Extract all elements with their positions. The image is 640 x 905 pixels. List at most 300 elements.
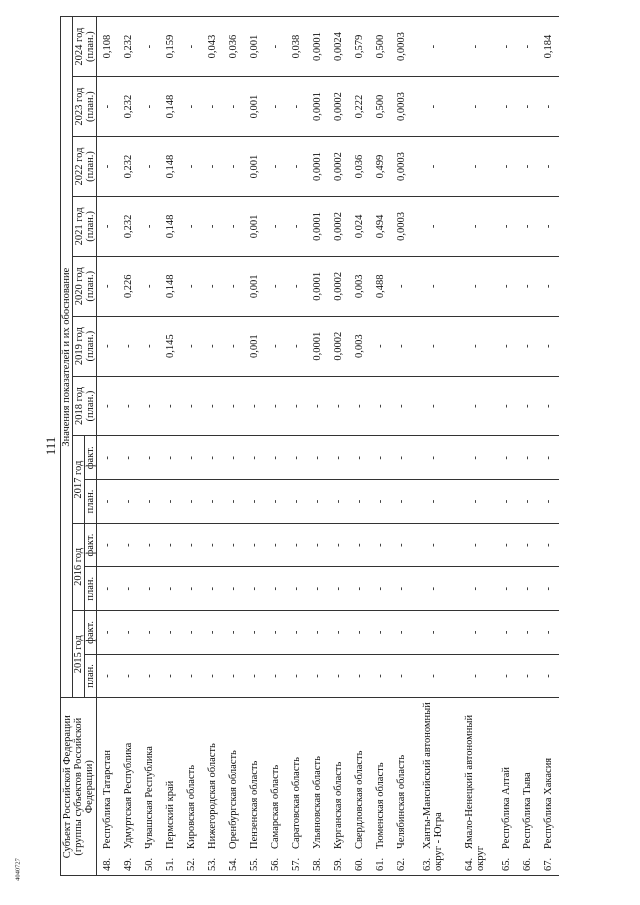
value-cell: 0,232 bbox=[118, 17, 139, 77]
value-cell: - bbox=[496, 77, 517, 137]
value-cell: 0,001 bbox=[244, 137, 265, 197]
value-cell: 0,232 bbox=[118, 196, 139, 256]
subject-name-cell bbox=[202, 698, 223, 876]
value-cell: - bbox=[328, 611, 349, 655]
fact-header: факт. bbox=[85, 611, 97, 655]
value-cell: - bbox=[454, 196, 496, 256]
value-cell: - bbox=[538, 654, 559, 698]
value-cell: 0,0002 bbox=[328, 137, 349, 197]
value-cell: - bbox=[160, 480, 181, 524]
value-cell: - bbox=[496, 567, 517, 611]
value-cell: - bbox=[202, 196, 223, 256]
value-cell: - bbox=[307, 654, 328, 698]
value-cell: - bbox=[454, 137, 496, 197]
value-cell: - bbox=[97, 654, 119, 698]
value-cell: - bbox=[223, 567, 244, 611]
value-cell: - bbox=[370, 523, 391, 567]
value-cell: - bbox=[118, 654, 139, 698]
subject-name: Тюменская область bbox=[375, 762, 387, 849]
value-cell: - bbox=[223, 256, 244, 316]
value-cell: - bbox=[97, 376, 119, 436]
value-cell: - bbox=[160, 567, 181, 611]
value-cell: - bbox=[370, 611, 391, 655]
value-cell: - bbox=[139, 196, 160, 256]
value-cell: - bbox=[370, 480, 391, 524]
value-cell: - bbox=[391, 376, 412, 436]
value-cell: - bbox=[517, 316, 538, 376]
value-cell: 0,488 bbox=[370, 256, 391, 316]
fact-header: факт. bbox=[85, 523, 97, 567]
value-cell: - bbox=[538, 376, 559, 436]
value-cell: - bbox=[412, 256, 454, 316]
row-number: 51. bbox=[165, 857, 177, 871]
value-cell: - bbox=[286, 480, 307, 524]
value-cell: - bbox=[349, 567, 370, 611]
value-cell: - bbox=[97, 523, 119, 567]
value-cell: 0,159 bbox=[160, 17, 181, 77]
value-cell: - bbox=[412, 376, 454, 436]
value-cell: - bbox=[538, 436, 559, 480]
value-cell: - bbox=[412, 567, 454, 611]
value-cell: - bbox=[181, 256, 202, 316]
value-cell: - bbox=[538, 480, 559, 524]
value-cell: 0,148 bbox=[160, 137, 181, 197]
value-cell: - bbox=[286, 654, 307, 698]
row-number: 58. bbox=[312, 857, 324, 871]
value-cell: - bbox=[391, 256, 412, 316]
value-cell: 0,0003 bbox=[391, 77, 412, 137]
value-cell: - bbox=[412, 523, 454, 567]
value-cell: - bbox=[307, 436, 328, 480]
table-row bbox=[517, 17, 538, 876]
value-cell: 0,148 bbox=[160, 196, 181, 256]
value-cell: - bbox=[97, 137, 119, 197]
value-cell: - bbox=[265, 480, 286, 524]
value-cell: - bbox=[202, 316, 223, 376]
value-cell: - bbox=[265, 137, 286, 197]
value-cell: - bbox=[118, 611, 139, 655]
value-cell: - bbox=[454, 256, 496, 316]
value-cell: - bbox=[265, 523, 286, 567]
value-cell: - bbox=[370, 567, 391, 611]
value-cell: - bbox=[97, 77, 119, 137]
value-cell: - bbox=[538, 196, 559, 256]
year-header-2022: 2022 год (план.) bbox=[73, 137, 97, 197]
value-cell: - bbox=[286, 137, 307, 197]
value-cell: - bbox=[202, 523, 223, 567]
value-cell: - bbox=[496, 480, 517, 524]
value-cell: - bbox=[202, 436, 223, 480]
value-cell: - bbox=[139, 376, 160, 436]
value-cell: - bbox=[538, 523, 559, 567]
value-cell: - bbox=[223, 196, 244, 256]
value-cell: - bbox=[244, 654, 265, 698]
value-cell: 0,0002 bbox=[328, 77, 349, 137]
value-cell: - bbox=[223, 77, 244, 137]
value-cell: 0,0003 bbox=[391, 196, 412, 256]
value-cell: 0,0002 bbox=[328, 256, 349, 316]
value-cell: - bbox=[454, 17, 496, 77]
table-row bbox=[307, 17, 328, 876]
value-cell: - bbox=[454, 480, 496, 524]
value-cell: - bbox=[307, 611, 328, 655]
subject-name-cell bbox=[538, 698, 559, 876]
value-cell: 0,0001 bbox=[307, 196, 328, 256]
value-cell: - bbox=[202, 376, 223, 436]
value-cell: - bbox=[496, 436, 517, 480]
subject-name: Республика Татарстан bbox=[102, 749, 114, 849]
value-cell: 0,0001 bbox=[307, 316, 328, 376]
value-cell: - bbox=[454, 436, 496, 480]
value-cell: - bbox=[307, 376, 328, 436]
row-number: 59. bbox=[333, 857, 345, 871]
value-cell: - bbox=[181, 523, 202, 567]
value-cell: - bbox=[286, 611, 307, 655]
subject-name: Челябинская область bbox=[396, 754, 408, 849]
subject-name-cell bbox=[223, 698, 244, 876]
value-cell: - bbox=[265, 316, 286, 376]
value-cell: - bbox=[181, 567, 202, 611]
row-number: 61. bbox=[375, 857, 387, 871]
value-cell: - bbox=[328, 436, 349, 480]
value-cell: - bbox=[517, 376, 538, 436]
value-cell: - bbox=[328, 480, 349, 524]
value-cell: - bbox=[265, 654, 286, 698]
row-number: 67. bbox=[543, 857, 555, 871]
value-cell: - bbox=[454, 316, 496, 376]
subject-name: Ханты-Мансийский автономный округ - Югра bbox=[422, 702, 445, 871]
value-cell: - bbox=[139, 256, 160, 316]
value-cell: 0,038 bbox=[286, 17, 307, 77]
value-cell: 0,222 bbox=[349, 77, 370, 137]
value-cell: - bbox=[454, 77, 496, 137]
value-cell: - bbox=[517, 567, 538, 611]
subject-name: Ульяновская область bbox=[312, 756, 324, 849]
value-cell: - bbox=[391, 436, 412, 480]
subject-name-cell bbox=[307, 698, 328, 876]
value-cell: - bbox=[139, 316, 160, 376]
value-cell: - bbox=[181, 611, 202, 655]
table-row bbox=[223, 17, 244, 876]
value-cell: - bbox=[412, 17, 454, 77]
year-header-2023: 2023 год (план.) bbox=[73, 77, 97, 137]
value-cell: - bbox=[181, 436, 202, 480]
value-cell: - bbox=[412, 654, 454, 698]
subject-name-cell bbox=[160, 698, 181, 876]
value-cell: - bbox=[496, 196, 517, 256]
value-cell: - bbox=[244, 436, 265, 480]
value-cell: - bbox=[223, 376, 244, 436]
value-cell: - bbox=[160, 611, 181, 655]
value-cell: - bbox=[496, 654, 517, 698]
value-cell: - bbox=[454, 376, 496, 436]
value-cell: - bbox=[139, 137, 160, 197]
value-cell: - bbox=[223, 654, 244, 698]
value-cell: - bbox=[412, 77, 454, 137]
value-cell: - bbox=[349, 436, 370, 480]
subject-name: Республика Алтай bbox=[501, 766, 513, 849]
value-cell: - bbox=[496, 316, 517, 376]
value-cell: - bbox=[97, 567, 119, 611]
value-cell: - bbox=[538, 611, 559, 655]
value-cell: - bbox=[286, 196, 307, 256]
value-cell: - bbox=[286, 523, 307, 567]
value-cell: - bbox=[517, 480, 538, 524]
value-cell: - bbox=[160, 376, 181, 436]
value-cell: 0,108 bbox=[97, 17, 119, 77]
value-cell: - bbox=[412, 436, 454, 480]
value-cell: - bbox=[202, 611, 223, 655]
value-cell: 0,036 bbox=[349, 137, 370, 197]
value-cell: - bbox=[328, 654, 349, 698]
value-cell: - bbox=[286, 77, 307, 137]
subject-name-cell bbox=[265, 698, 286, 876]
subject-name: Республика Тыва bbox=[522, 772, 534, 849]
value-cell: - bbox=[349, 376, 370, 436]
row-number: 50. bbox=[144, 857, 156, 871]
value-cell: - bbox=[139, 77, 160, 137]
value-cell: - bbox=[181, 316, 202, 376]
value-cell: - bbox=[244, 567, 265, 611]
value-cell: - bbox=[370, 316, 391, 376]
value-cell: - bbox=[181, 77, 202, 137]
value-cell: - bbox=[160, 654, 181, 698]
value-cell: - bbox=[97, 256, 119, 316]
value-cell: - bbox=[223, 137, 244, 197]
row-number: 56. bbox=[270, 857, 282, 871]
value-cell: - bbox=[412, 480, 454, 524]
value-cell: 0,148 bbox=[160, 256, 181, 316]
value-cell: - bbox=[244, 376, 265, 436]
value-cell: - bbox=[496, 256, 517, 316]
plan-header: план. bbox=[85, 567, 97, 611]
rotated-table-container bbox=[60, 16, 630, 876]
value-cell: - bbox=[517, 137, 538, 197]
value-cell: 0,003 bbox=[349, 316, 370, 376]
year-header-2024: 2024 год (план.) bbox=[73, 17, 97, 77]
value-cell: - bbox=[517, 611, 538, 655]
value-cell: 0,0003 bbox=[391, 17, 412, 77]
table-row bbox=[118, 17, 139, 876]
value-cell: - bbox=[538, 567, 559, 611]
value-cell: - bbox=[307, 480, 328, 524]
page-number: 111 bbox=[43, 436, 58, 456]
subject-name: Чувашская Республика bbox=[144, 746, 156, 849]
year-header-2018: 2018 год (план.) bbox=[73, 376, 97, 436]
value-cell: 0,001 bbox=[244, 17, 265, 77]
subject-name-cell bbox=[286, 698, 307, 876]
value-cell: - bbox=[307, 567, 328, 611]
table-row bbox=[265, 17, 286, 876]
value-cell: - bbox=[496, 137, 517, 197]
subject-name-cell bbox=[118, 698, 139, 876]
value-cell: - bbox=[517, 17, 538, 77]
value-cell: - bbox=[181, 376, 202, 436]
value-cell: - bbox=[454, 567, 496, 611]
subject-name: Кировская область bbox=[186, 764, 198, 849]
subject-name-cell bbox=[349, 698, 370, 876]
value-cell: - bbox=[139, 17, 160, 77]
value-cell: - bbox=[181, 137, 202, 197]
value-cell: - bbox=[181, 196, 202, 256]
value-cell: - bbox=[286, 256, 307, 316]
value-cell: - bbox=[286, 316, 307, 376]
value-cell: - bbox=[97, 436, 119, 480]
value-cell: - bbox=[391, 480, 412, 524]
table-row bbox=[454, 17, 496, 876]
value-cell: - bbox=[349, 611, 370, 655]
value-cell: - bbox=[265, 611, 286, 655]
value-cell: 0,003 bbox=[349, 256, 370, 316]
row-number: 62. bbox=[396, 857, 408, 871]
value-cell: 0,0001 bbox=[307, 137, 328, 197]
value-cell: - bbox=[454, 654, 496, 698]
value-cell: - bbox=[139, 611, 160, 655]
value-cell: - bbox=[517, 436, 538, 480]
value-cell: - bbox=[265, 567, 286, 611]
table-row bbox=[181, 17, 202, 876]
value-cell: - bbox=[202, 256, 223, 316]
subject-name-cell bbox=[139, 698, 160, 876]
value-cell: - bbox=[412, 137, 454, 197]
value-cell: - bbox=[517, 654, 538, 698]
value-cell: - bbox=[370, 654, 391, 698]
fact-header: факт. bbox=[85, 436, 97, 480]
value-cell: 0,494 bbox=[370, 196, 391, 256]
year-header-2017: 2017 год bbox=[73, 436, 85, 523]
value-cell: - bbox=[118, 523, 139, 567]
row-number: 48. bbox=[102, 857, 114, 871]
value-cell: - bbox=[496, 17, 517, 77]
value-cell: - bbox=[286, 567, 307, 611]
row-number: 65. bbox=[501, 857, 513, 871]
subject-name-cell bbox=[454, 698, 496, 876]
value-cell: - bbox=[412, 316, 454, 376]
value-cell: 0,500 bbox=[370, 77, 391, 137]
value-cell: - bbox=[496, 611, 517, 655]
subject-header: Субъект Российской Федерации (группы субъектов Российской Федерации) bbox=[61, 698, 97, 876]
value-cell: - bbox=[538, 256, 559, 316]
value-cell: - bbox=[202, 77, 223, 137]
value-cell: - bbox=[97, 611, 119, 655]
value-cell: - bbox=[538, 316, 559, 376]
value-cell: - bbox=[391, 567, 412, 611]
subject-name: Саратовская область bbox=[291, 757, 303, 849]
subject-name-cell bbox=[97, 698, 119, 876]
value-cell: - bbox=[223, 523, 244, 567]
value-cell: - bbox=[223, 480, 244, 524]
value-cell: 0,579 bbox=[349, 17, 370, 77]
value-cell: - bbox=[517, 256, 538, 316]
value-cell: - bbox=[160, 523, 181, 567]
value-cell: 0,184 bbox=[538, 17, 559, 77]
subject-name-cell bbox=[244, 698, 265, 876]
table-row bbox=[538, 17, 559, 876]
value-cell: - bbox=[160, 436, 181, 480]
value-cell: - bbox=[244, 523, 265, 567]
value-cell: - bbox=[307, 523, 328, 567]
value-cell: - bbox=[202, 567, 223, 611]
subject-name: Курганская область bbox=[333, 761, 345, 849]
year-header-2019: 2019 год (план.) bbox=[73, 316, 97, 376]
year-header-2015: 2015 год bbox=[73, 611, 85, 698]
value-cell: 0,0001 bbox=[307, 17, 328, 77]
value-cell: - bbox=[118, 316, 139, 376]
row-number: 49. bbox=[123, 857, 135, 871]
value-cell: 0,001 bbox=[244, 77, 265, 137]
table-row bbox=[328, 17, 349, 876]
document-id: 4040727 bbox=[14, 858, 22, 881]
value-cell: - bbox=[244, 611, 265, 655]
value-cell: - bbox=[118, 567, 139, 611]
row-number: 54. bbox=[228, 857, 240, 871]
value-cell: - bbox=[139, 436, 160, 480]
table-row bbox=[139, 17, 160, 876]
subject-name-cell bbox=[391, 698, 412, 876]
subject-name: Самарская область bbox=[270, 764, 282, 849]
indicator-values-header: Значения показателей и их обоснование bbox=[61, 17, 73, 698]
value-cell: - bbox=[265, 436, 286, 480]
value-cell: 0,500 bbox=[370, 17, 391, 77]
subject-name: Республика Хакасия bbox=[543, 757, 555, 849]
value-cell: - bbox=[181, 654, 202, 698]
value-cell: 0,043 bbox=[202, 17, 223, 77]
table-row bbox=[412, 17, 454, 876]
subject-name-cell bbox=[412, 698, 454, 876]
table-row bbox=[370, 17, 391, 876]
value-cell: - bbox=[538, 137, 559, 197]
value-cell: - bbox=[223, 316, 244, 376]
value-cell: - bbox=[265, 196, 286, 256]
value-cell: 0,001 bbox=[244, 256, 265, 316]
value-cell: - bbox=[265, 256, 286, 316]
value-cell: - bbox=[328, 523, 349, 567]
table-row bbox=[202, 17, 223, 876]
value-cell: - bbox=[223, 611, 244, 655]
value-cell: - bbox=[265, 17, 286, 77]
value-cell: - bbox=[412, 196, 454, 256]
table-row bbox=[160, 17, 181, 876]
table-header bbox=[61, 17, 97, 876]
value-cell: 0,499 bbox=[370, 137, 391, 197]
row-number: 66. bbox=[522, 857, 534, 871]
subject-name-cell bbox=[496, 698, 517, 876]
value-cell: - bbox=[265, 376, 286, 436]
table-row bbox=[97, 17, 119, 876]
table-body bbox=[97, 17, 560, 876]
value-cell: - bbox=[328, 376, 349, 436]
subject-name: Свердловская область bbox=[354, 750, 366, 849]
value-cell: - bbox=[118, 480, 139, 524]
value-cell: - bbox=[139, 654, 160, 698]
table-row bbox=[286, 17, 307, 876]
subject-name: Нижегородская область bbox=[207, 743, 219, 849]
value-cell: - bbox=[118, 436, 139, 480]
value-cell: - bbox=[391, 316, 412, 376]
value-cell: 0,0002 bbox=[328, 316, 349, 376]
value-cell: - bbox=[517, 196, 538, 256]
value-cell: - bbox=[202, 654, 223, 698]
table-row bbox=[244, 17, 265, 876]
value-cell: - bbox=[349, 654, 370, 698]
value-cell: - bbox=[391, 523, 412, 567]
value-cell: - bbox=[286, 436, 307, 480]
year-header-2016: 2016 год bbox=[73, 523, 85, 610]
value-cell: - bbox=[244, 480, 265, 524]
row-number: 57. bbox=[291, 857, 303, 871]
subject-name-cell bbox=[328, 698, 349, 876]
value-cell: 0,0001 bbox=[307, 77, 328, 137]
